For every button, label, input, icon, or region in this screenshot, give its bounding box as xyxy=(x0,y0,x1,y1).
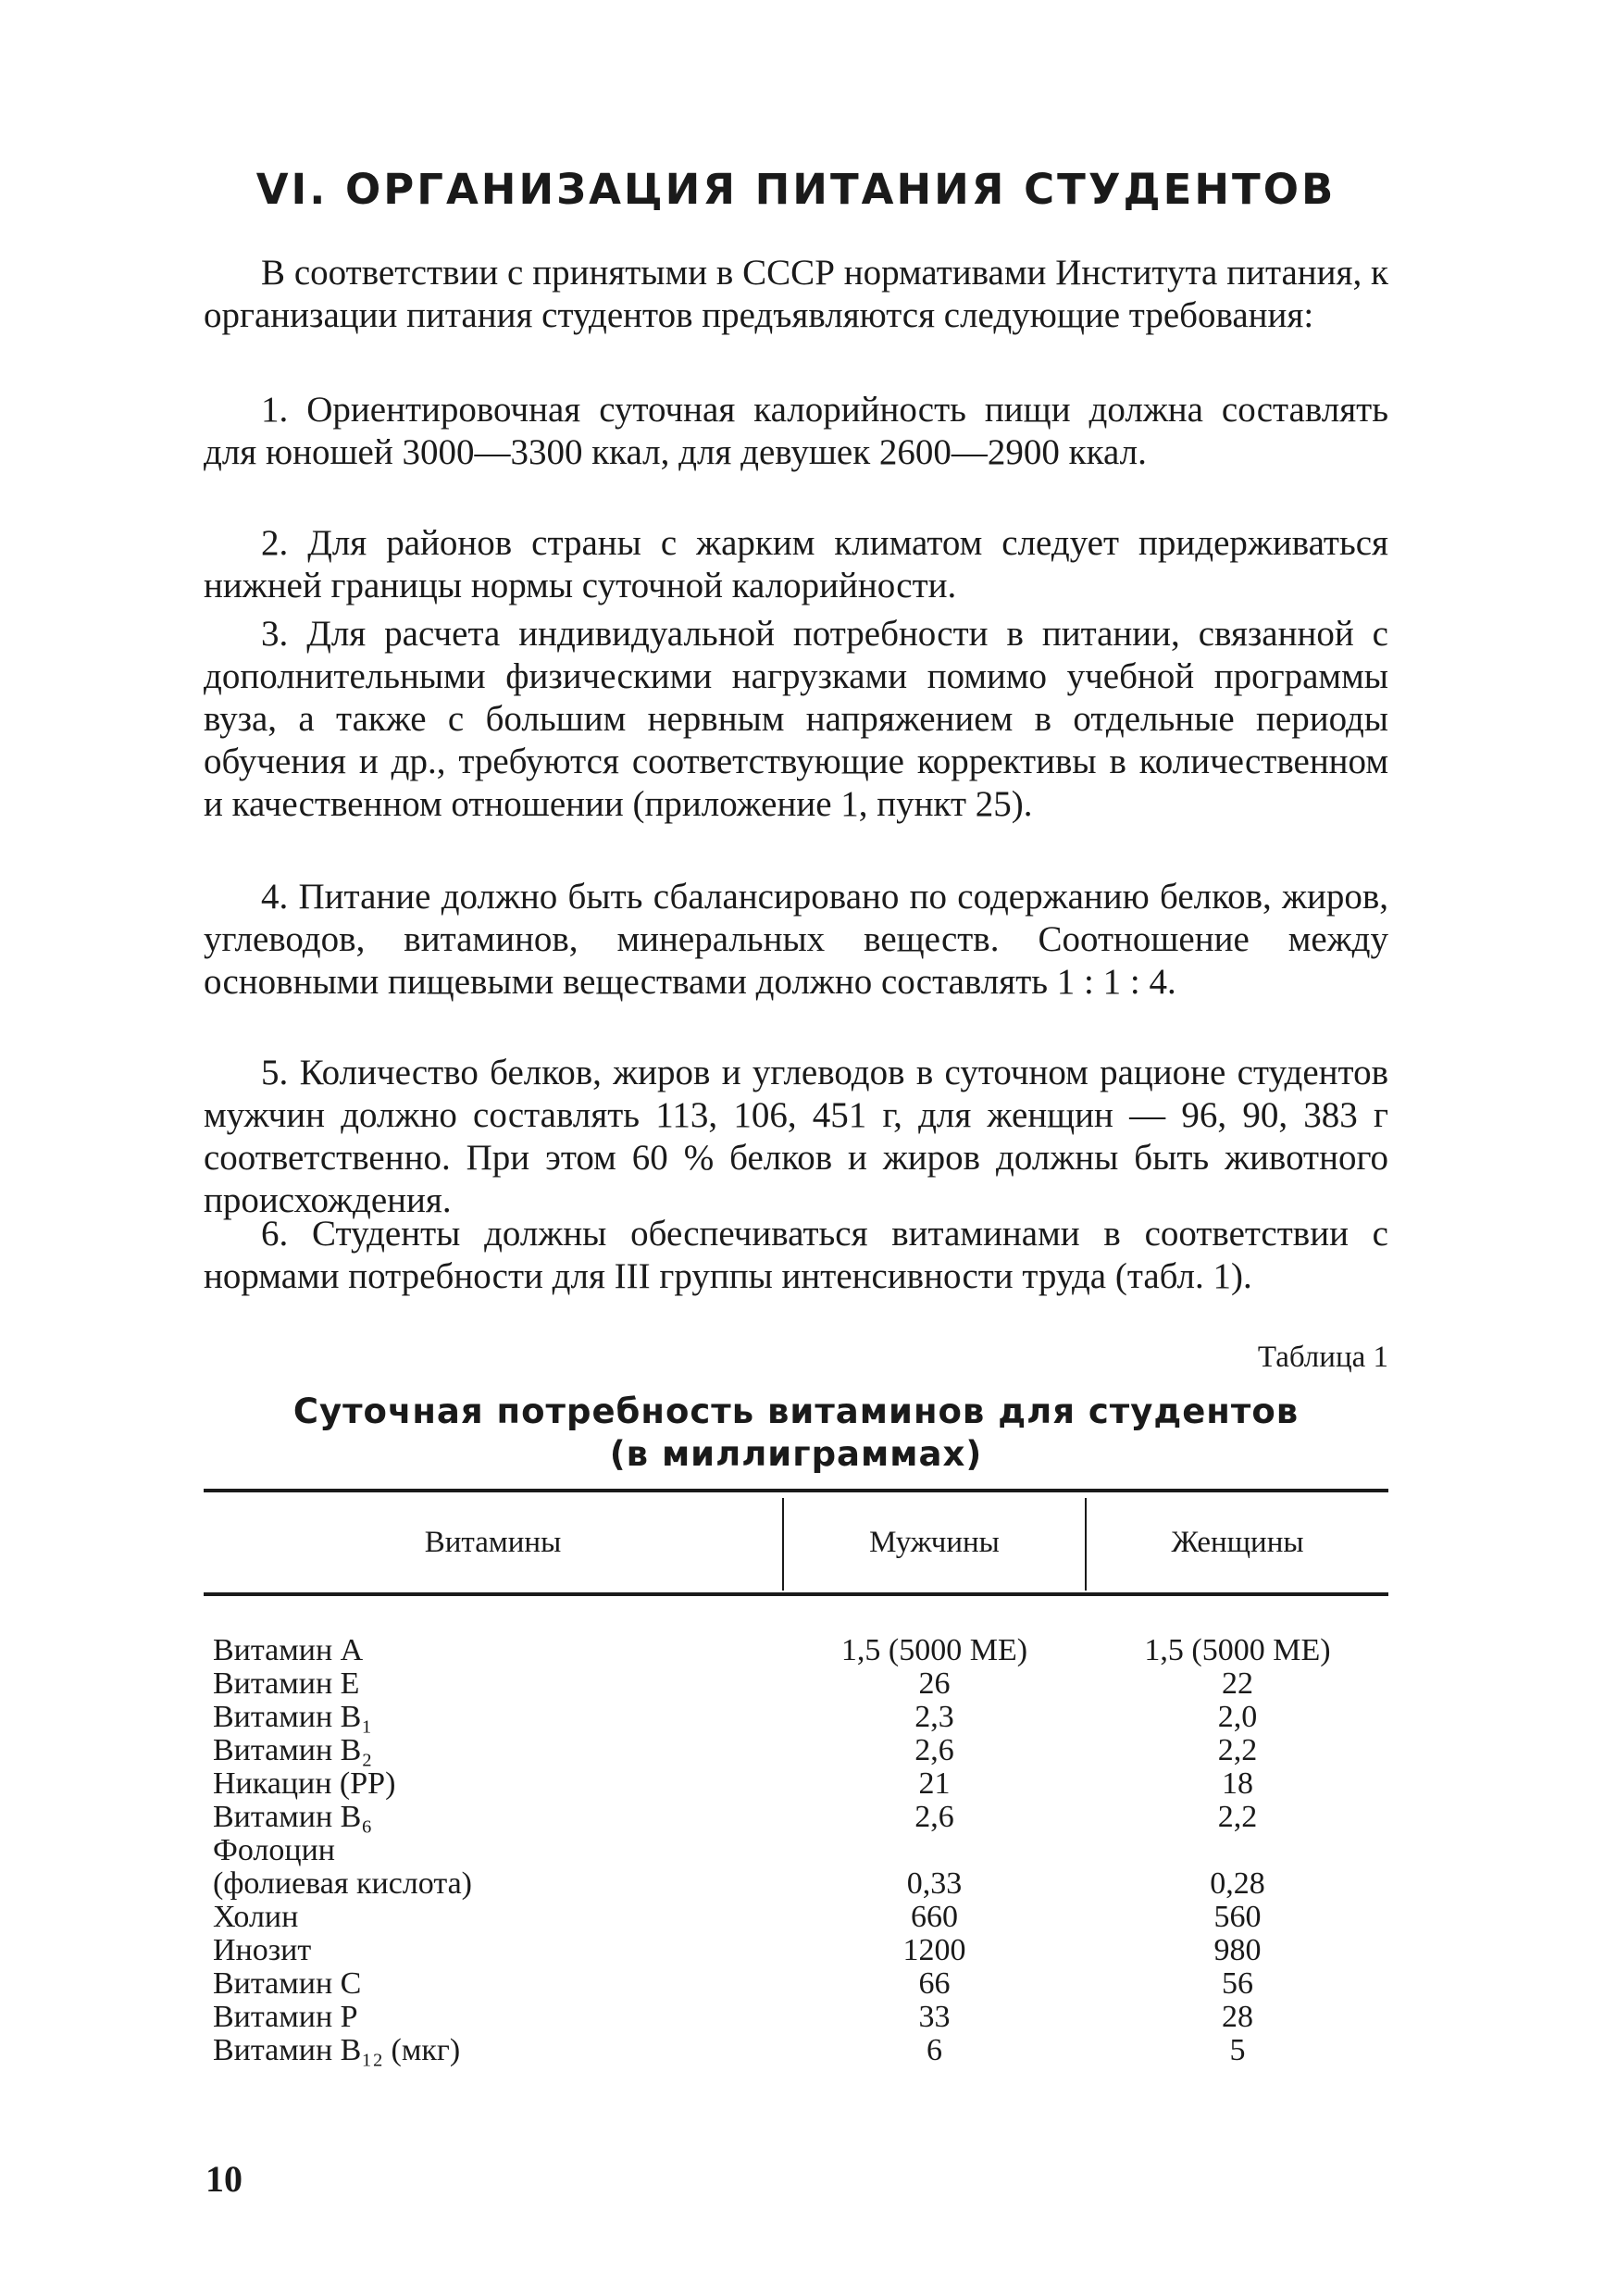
men-value: 6 xyxy=(927,2033,942,2067)
vitamin-name: (фолиевая кислота) xyxy=(213,1866,473,1901)
table-row xyxy=(0,1801,1617,1834)
women-value: 2,2 xyxy=(1217,1800,1258,1834)
men-value: 660 xyxy=(911,1900,958,1934)
table-label: Таблица 1 xyxy=(1257,1341,1388,1374)
men-value: 2,3 xyxy=(914,1700,954,1734)
vitamin-name: Холин xyxy=(213,1900,299,1934)
paragraph-1-text: 1. Ориентировочная суточная калорийность пищи должна составлять для юношей 3000—3300 ккал, для девушек 2600—2900 ккал. xyxy=(204,390,1388,472)
paragraph-3-text: 3. Для расчета индивидуальной потребности в питании, связанной с дополнительными физическими нагрузками помимо учебной программы вуза, а также с большим нервным напряжением в отдельные периоды обучения и др., требуются соответствующие коррективы в количественном и качественном отношении (приложение 1, пункт 25). xyxy=(204,614,1388,824)
table-row xyxy=(0,2001,1617,2034)
table-row xyxy=(0,1901,1617,1934)
women-value: 1,5 (5000 ME) xyxy=(1144,1633,1331,1667)
table-top-rule xyxy=(204,1489,1388,1492)
paragraph-2-text: 2. Для районов страны с жарким климатом следует придерживаться нижней границы нормы суточной калорийности. xyxy=(204,523,1388,605)
table-row xyxy=(0,1701,1617,1734)
page-number: 10 xyxy=(205,2158,243,2200)
table-row xyxy=(0,2034,1617,2067)
men-value: 2,6 xyxy=(914,1800,954,1834)
vitamin-name: Витамин B₁ xyxy=(213,1700,373,1734)
men-value: 26 xyxy=(918,1666,951,1701)
table-row xyxy=(0,1967,1617,2001)
table-title-line-1: Суточная потребность витаминов для студентов xyxy=(292,1391,1300,1431)
column-header-vitamins: Витамины xyxy=(424,1526,562,1559)
table-title xyxy=(204,1391,1388,1476)
paragraph-5-text: 5. Количество белков, жиров и углеводов в суточном рационе студентов мужчин должно составлять 113, 106, 451 г, для женщин — 96, 90, 383 г соответственно. При этом 60 % белков и жиров должны быть животного происхождения. xyxy=(204,1053,1388,1220)
table-row xyxy=(0,1767,1617,1801)
vitamin-name: Витамин B₂ xyxy=(213,1733,373,1767)
paragraph-4-text: 4. Питание должно быть сбалансировано по содержанию белков, жиров, углеводов, витаминов, минеральных веществ. Соотношение между основными пищевыми веществами должно составлять 1 : 1 : 4. xyxy=(204,877,1388,1002)
women-value: 5 xyxy=(1229,2033,1246,2067)
women-value: 28 xyxy=(1222,2000,1253,2034)
vitamin-name: Инозит xyxy=(213,1933,312,1967)
table-row xyxy=(0,1634,1617,1667)
paragraph-6-text: 6. Студенты должны обеспечиваться витаминами в соответствии с нормами потребности для III группы интенсивности труда (табл. 1). xyxy=(204,1214,1388,1296)
section-heading: VI. ОРГАНИЗАЦИЯ ПИТАНИЯ СТУДЕНТОВ xyxy=(255,165,1337,214)
paragraph-2 xyxy=(204,522,1388,607)
vitamin-name: Никацин (PP) xyxy=(213,1766,396,1801)
men-value: 1,5 (5000 ME) xyxy=(840,1633,1028,1667)
vitamin-name: Витамин A xyxy=(213,1633,364,1667)
table-row xyxy=(0,1834,1617,1867)
women-value: 0,28 xyxy=(1210,1866,1265,1901)
women-value: 56 xyxy=(1222,1966,1253,2001)
table-row xyxy=(0,1667,1617,1701)
men-value: 33 xyxy=(918,2000,951,2034)
men-value: 2,6 xyxy=(914,1733,954,1767)
table-row xyxy=(0,1734,1617,1767)
vitamin-name: Витамин B₆ xyxy=(213,1800,373,1834)
paragraph-4 xyxy=(204,876,1388,1004)
men-value: 66 xyxy=(918,1966,951,2001)
vitamin-name: Фолоцин xyxy=(213,1833,335,1867)
paragraph-6 xyxy=(204,1213,1388,1298)
women-value: 22 xyxy=(1222,1666,1253,1701)
table-row xyxy=(0,1934,1617,1967)
women-value: 980 xyxy=(1213,1933,1262,1967)
paragraph-intro xyxy=(204,252,1388,337)
table-title-line-2: (в миллиграммах) xyxy=(609,1434,983,1474)
women-value: 18 xyxy=(1222,1766,1253,1801)
vitamin-name: Витамин P xyxy=(213,2000,358,2034)
women-value: 2,2 xyxy=(1217,1733,1258,1767)
vitamin-name: Витамин E xyxy=(213,1666,360,1701)
table-header-rule xyxy=(204,1592,1388,1596)
vitamin-name: Витамин B₁₂ (мкг) xyxy=(213,2033,461,2067)
women-value: 2,0 xyxy=(1217,1700,1258,1734)
men-value: 21 xyxy=(918,1766,951,1801)
men-value: 1200 xyxy=(902,1933,966,1967)
women-value: 560 xyxy=(1213,1900,1262,1934)
column-header-men: Мужчины xyxy=(869,1526,1000,1559)
vitamin-name: Витамин C xyxy=(213,1966,362,2001)
paragraph-1 xyxy=(204,389,1388,474)
table-row xyxy=(0,1867,1617,1901)
men-value: 0,33 xyxy=(906,1866,963,1901)
paragraph-3 xyxy=(204,613,1388,826)
paragraph-5 xyxy=(204,1052,1388,1222)
column-header-women: Женщины xyxy=(1171,1526,1304,1559)
paragraph-intro-text: В соответствии с принятыми в СССР нормативами Института питания, к организации питания студентов предъявляются следующие требования: xyxy=(204,253,1388,335)
